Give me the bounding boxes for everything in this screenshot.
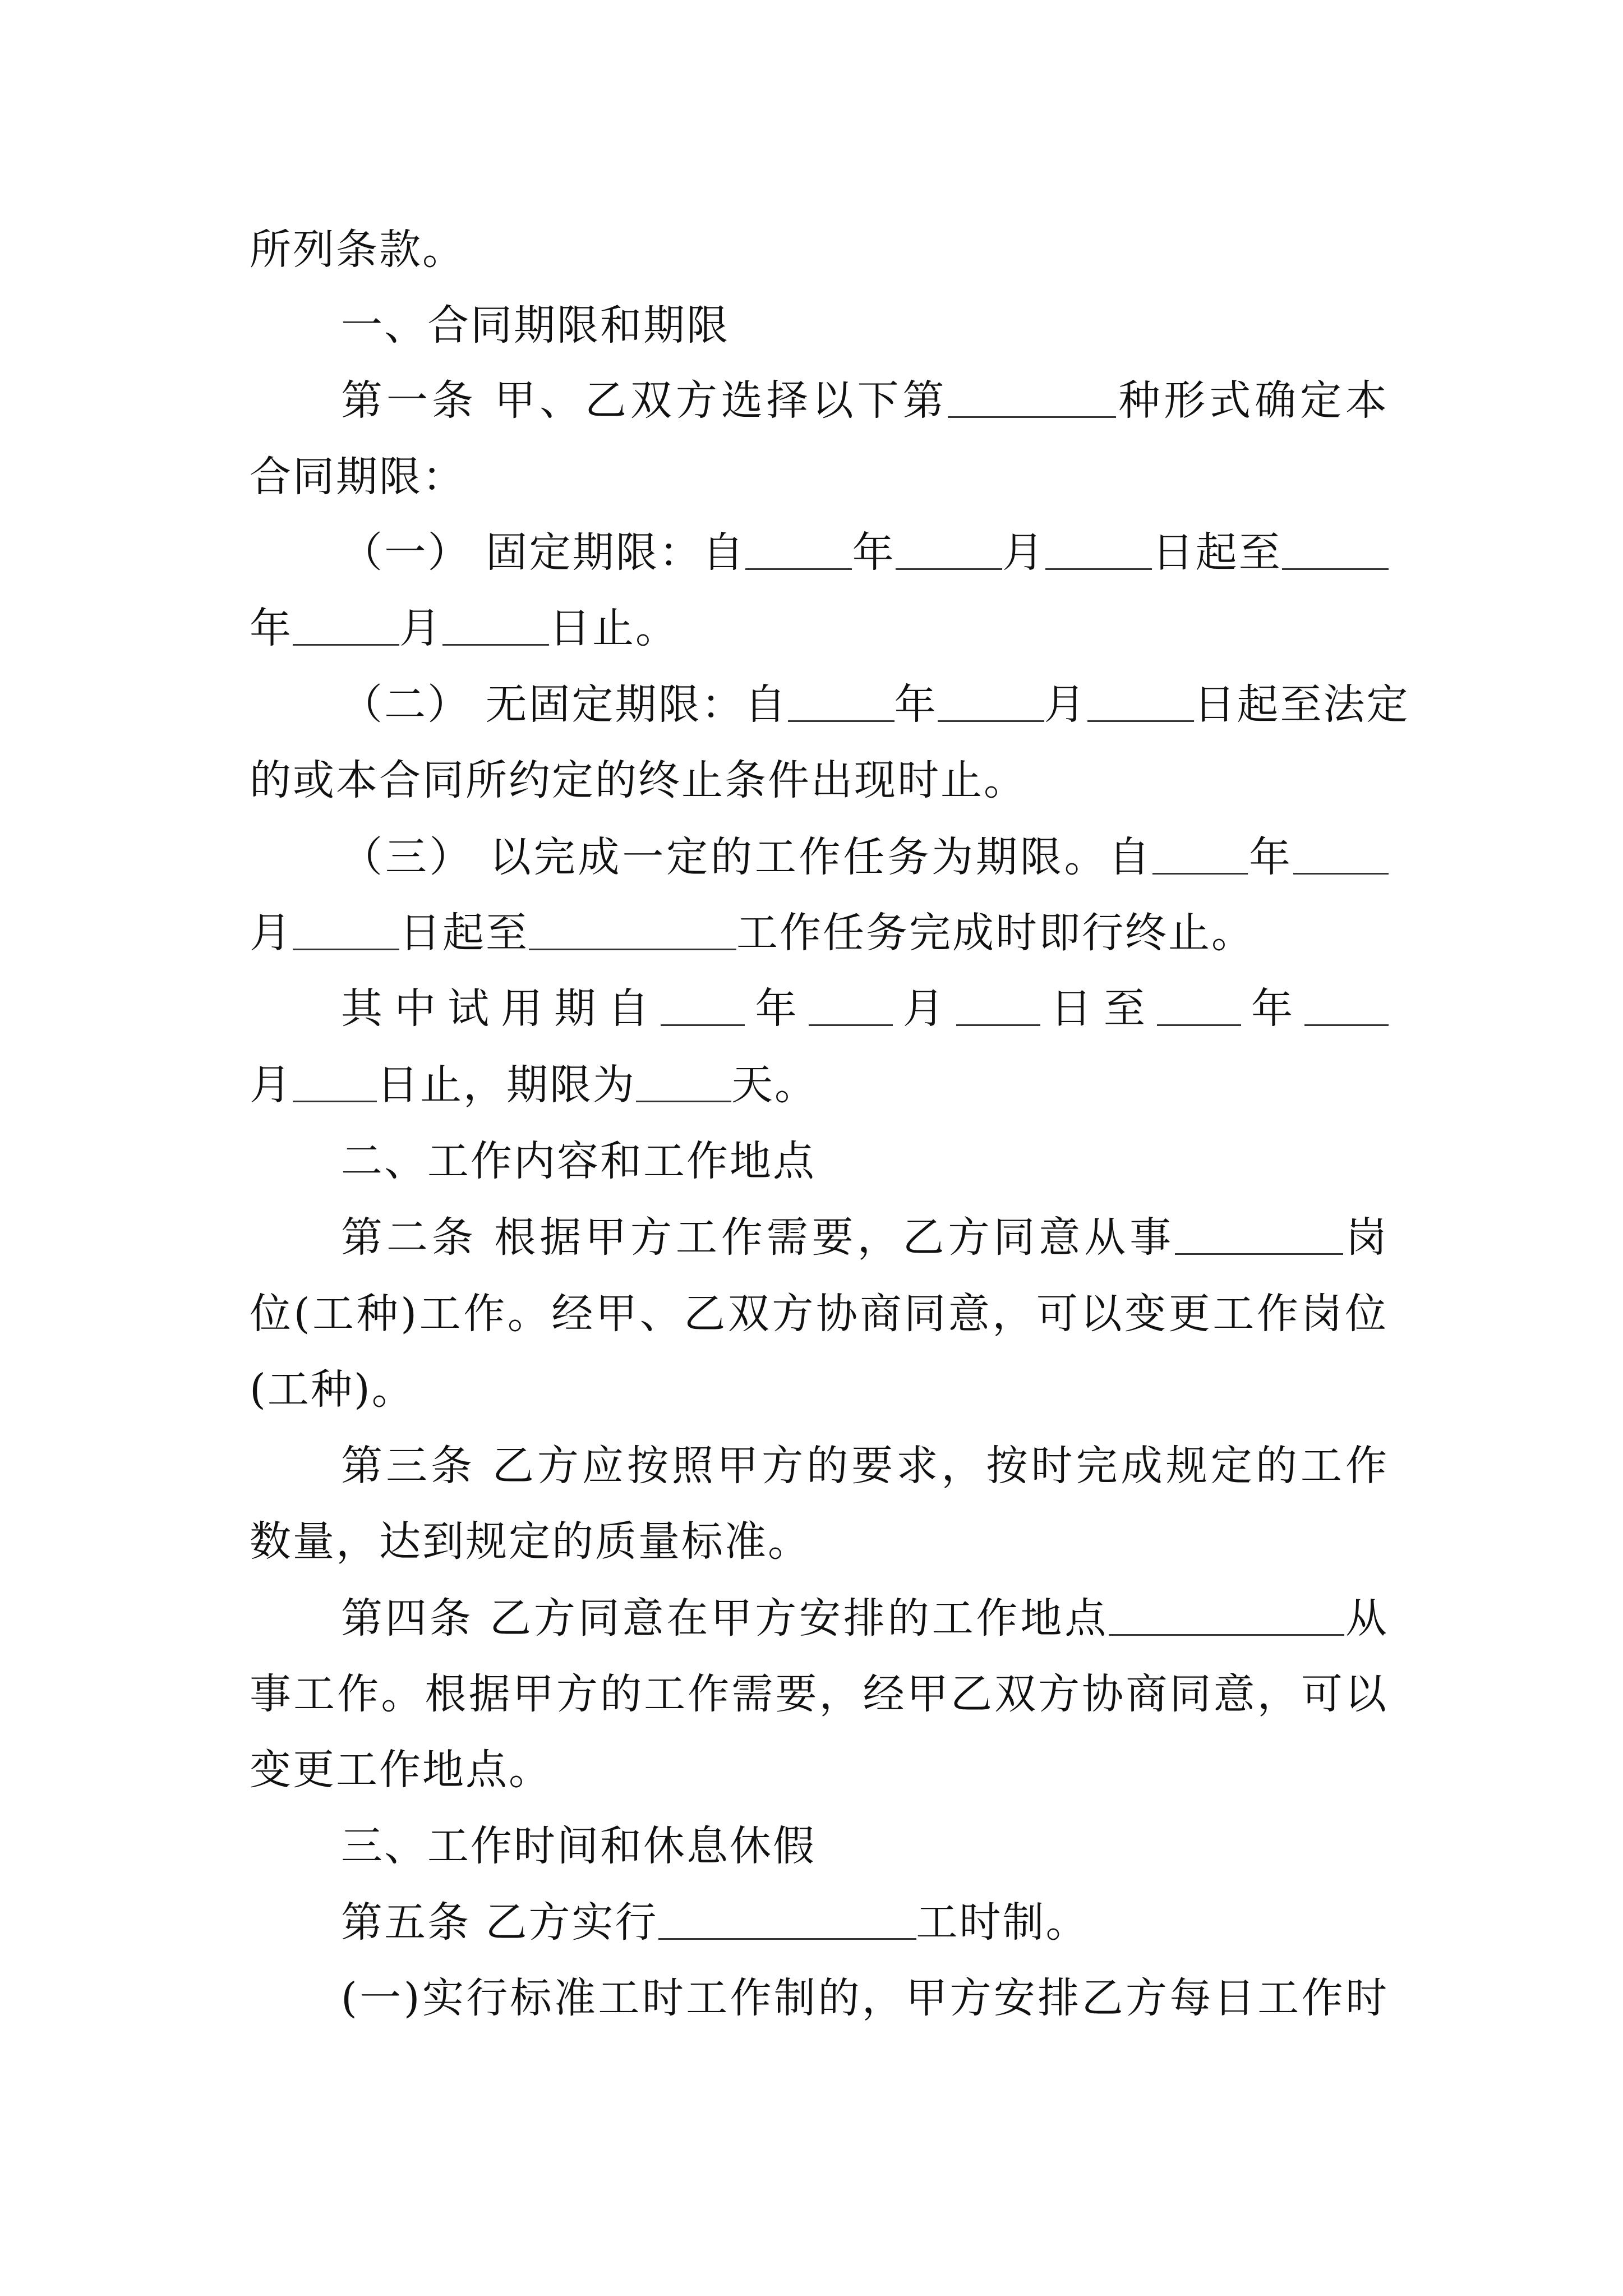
text-segment: 第四条 乙方同意在甲方安排的工作地点 bbox=[341, 1594, 1109, 1642]
text-segment: 月 bbox=[250, 1061, 293, 1109]
text-segment: 一、合同期限和期限 bbox=[341, 301, 730, 349]
section-heading bbox=[341, 292, 1389, 359]
text-segment: 的或本合同所约定的终止条件出现时止。 bbox=[250, 756, 1027, 804]
section-heading bbox=[341, 1128, 1389, 1195]
text-segment: 日至 bbox=[1040, 984, 1157, 1033]
section-heading bbox=[341, 1812, 1389, 1880]
blank-underline[interactable] bbox=[661, 988, 745, 1026]
paragraph-line bbox=[250, 1736, 1388, 1803]
text-segment: 天。 bbox=[731, 1061, 818, 1109]
text-segment: 年 bbox=[250, 604, 293, 652]
text-segment: 数量，达到规定的质量标准。 bbox=[250, 1517, 811, 1566]
text-segment: 日起至 bbox=[1152, 528, 1283, 577]
blank-underline[interactable] bbox=[1152, 837, 1248, 875]
text-segment: 月 bbox=[1044, 680, 1087, 729]
blank-underline[interactable] bbox=[956, 988, 1040, 1026]
paragraph-line bbox=[250, 1660, 1388, 1728]
blank-underline[interactable] bbox=[1282, 532, 1389, 570]
text-segment: 岗 bbox=[1343, 1213, 1389, 1262]
paragraph-line bbox=[341, 519, 1389, 586]
blank-underline[interactable] bbox=[529, 913, 736, 950]
text-segment: （三） 以完成一定的工作任务为期限。自 bbox=[341, 833, 1153, 881]
blank-underline[interactable] bbox=[658, 1902, 916, 1940]
blank-underline[interactable] bbox=[896, 532, 1002, 570]
paragraph-line bbox=[250, 747, 1388, 814]
blank-underline[interactable] bbox=[809, 988, 893, 1026]
blank-underline[interactable] bbox=[442, 608, 549, 646]
text-segment: 年 bbox=[745, 984, 809, 1033]
blank-underline[interactable] bbox=[1304, 988, 1389, 1026]
text-segment: 从 bbox=[1344, 1594, 1389, 1642]
blank-underline[interactable] bbox=[948, 380, 1116, 418]
text-segment: （一） 固定期限：自 bbox=[341, 528, 746, 577]
paragraph-line bbox=[250, 899, 1388, 967]
paragraph-line bbox=[250, 443, 1388, 510]
paragraph-line bbox=[250, 595, 1388, 662]
paragraph-line bbox=[341, 975, 1389, 1042]
text-segment: 工作任务完成时即行终止。 bbox=[736, 909, 1255, 957]
text-segment: 事工作。根据甲方的工作需要，经甲乙双方协商同意，可以 bbox=[250, 1670, 1388, 1718]
paragraph-line bbox=[341, 1204, 1389, 1271]
paragraph-line bbox=[250, 1508, 1388, 1575]
text-segment: 月 bbox=[250, 909, 293, 957]
blank-underline[interactable] bbox=[1293, 837, 1389, 875]
paragraph-line bbox=[250, 1280, 1388, 1347]
text-segment: (工种)。 bbox=[250, 1365, 415, 1414]
text-segment: (一)实行标准工时工作制的，甲方安排乙方每日工作时 bbox=[341, 1974, 1389, 2022]
paragraph-line bbox=[341, 1889, 1389, 1956]
text-segment: 其中试用期自 bbox=[341, 984, 661, 1033]
text-segment: 所列条款。 bbox=[250, 226, 465, 274]
text-segment: 日止，期限为 bbox=[377, 1061, 636, 1109]
text-segment: 变更工作地点。 bbox=[250, 1746, 552, 1794]
text-segment: 年 bbox=[894, 680, 938, 729]
blank-underline[interactable] bbox=[636, 1065, 731, 1102]
paragraph-line bbox=[341, 1964, 1389, 2032]
text-segment: 年 bbox=[1248, 833, 1293, 881]
text-segment: 日起至法定 bbox=[1193, 680, 1410, 729]
text-segment: 年 bbox=[852, 528, 896, 577]
blank-underline[interactable] bbox=[1087, 684, 1194, 722]
blank-underline[interactable] bbox=[1045, 532, 1152, 570]
text-segment: 二、工作内容和工作地点 bbox=[341, 1137, 816, 1185]
blank-underline[interactable] bbox=[293, 1065, 377, 1102]
blank-underline[interactable] bbox=[788, 684, 895, 722]
text-segment: 月 bbox=[1002, 528, 1046, 577]
text-segment: 月 bbox=[892, 984, 956, 1033]
blank-underline[interactable] bbox=[745, 532, 852, 570]
paragraph-line bbox=[341, 823, 1389, 891]
text-segment: （二） 无固定期限：自 bbox=[341, 680, 788, 729]
paragraph-line bbox=[250, 1051, 1388, 1119]
text-segment: 工时制。 bbox=[916, 1898, 1089, 1947]
text-segment: 合同期限： bbox=[250, 453, 465, 501]
text-segment: 第三条 乙方应按照甲方的要求，按时完成规定的工作 bbox=[341, 1442, 1389, 1490]
text-segment: 第五条 乙方实行 bbox=[341, 1898, 658, 1947]
blank-underline[interactable] bbox=[1157, 988, 1241, 1026]
blank-underline[interactable] bbox=[293, 608, 399, 646]
text-segment: 三、工作时间和休息休假 bbox=[341, 1822, 816, 1870]
text-segment: 种形式确定本 bbox=[1116, 376, 1389, 425]
blank-underline[interactable] bbox=[1175, 1217, 1343, 1255]
text-segment: 位(工种)工作。经甲、乙双方协商同意，可以变更工作岗位 bbox=[250, 1290, 1388, 1338]
text-segment: 第一条 甲、乙双方选择以下第 bbox=[341, 376, 948, 425]
paragraph-line bbox=[341, 671, 1410, 738]
blank-underline[interactable] bbox=[1109, 1598, 1344, 1636]
text-segment: 第二条 根据甲方工作需要，乙方同意从事 bbox=[341, 1213, 1175, 1262]
blank-underline[interactable] bbox=[293, 913, 399, 950]
paragraph-line bbox=[250, 216, 1388, 283]
text-segment: 月 bbox=[399, 604, 442, 652]
paragraph-line bbox=[250, 1356, 1388, 1423]
blank-underline[interactable] bbox=[938, 684, 1044, 722]
paragraph-line bbox=[341, 1585, 1389, 1652]
paragraph-line bbox=[341, 1432, 1389, 1499]
text-segment: 年 bbox=[1241, 984, 1305, 1033]
text-segment: 日止。 bbox=[549, 604, 679, 652]
text-segment: 日起至 bbox=[399, 909, 529, 957]
paragraph-line bbox=[341, 367, 1389, 434]
